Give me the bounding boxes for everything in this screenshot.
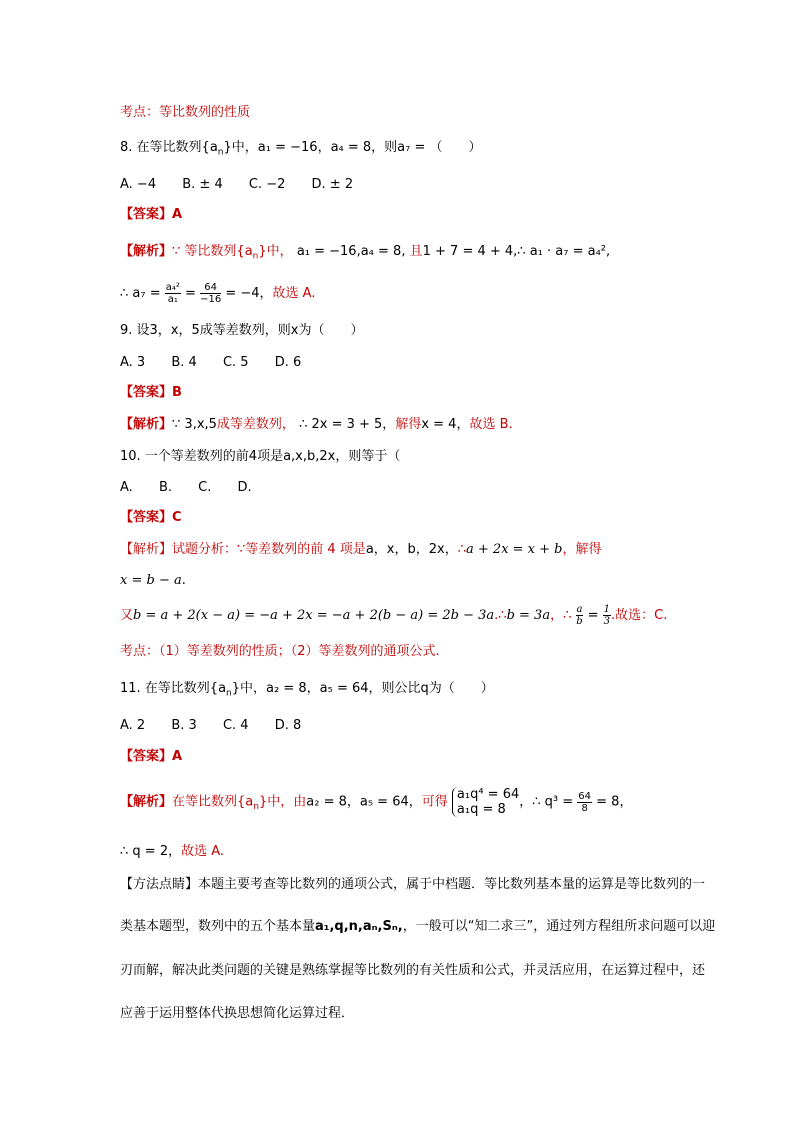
q10-line1-c: a，x，b，2x， <box>365 542 458 557</box>
q10-therefore: ∴ <box>457 542 467 557</box>
q8-jiexi-label: 【解析】 <box>120 244 173 259</box>
q10-line1-b: 等差数列的前 4 项是 <box>245 542 366 557</box>
q10-jiexi-line1 <box>120 541 602 559</box>
q8-frac1-num: a₄² <box>165 282 180 293</box>
fangfa-2c: ，一般可以“知二求三”，通过列方程组所求问题可以迎 <box>402 919 716 934</box>
q11-jiexi-c: a₂ = 8，a₅ = 64， <box>306 794 422 810</box>
q11-jiexi-f: = 8， <box>592 794 633 810</box>
q11-jiexi-line1 <box>120 787 632 817</box>
q10-line3-f: = <box>583 608 603 623</box>
q11-option-b: B. 3 <box>171 718 197 733</box>
q9-jiexi-c: ∴ 2x = 3 + 5， <box>299 417 396 432</box>
q9-option-b: B. 4 <box>171 355 197 370</box>
q10-option-d: D. <box>237 480 252 495</box>
q8-jiexi-1b: }中， <box>258 244 293 259</box>
fangfa-para-4: 应善于运用整体代换思想简化运算过程． <box>120 1006 355 1021</box>
q10-option-c: C. <box>198 480 212 495</box>
q9-jiexi <box>120 416 513 434</box>
q9-answer: 【答案】B <box>120 385 182 400</box>
kaodian-geometric-property: 考点：等比数列的性质 <box>120 105 251 120</box>
q11-line2-a: ∴ q = 2， <box>120 844 182 859</box>
q10-jiexi-label: 【解析】试题分析： <box>120 542 238 557</box>
q10-frac-1: 1 <box>603 604 611 615</box>
q8-stem-seq-end: }中， <box>223 140 258 155</box>
q8-frac2-num: 64 <box>200 282 221 294</box>
q8-options <box>120 176 375 194</box>
q10-line3-d: b = 3a <box>506 608 551 623</box>
fangfa-2b: a₁,q,n,aₙ,Sₙ, <box>315 919 403 934</box>
q11-option-c: C. 4 <box>222 718 249 733</box>
q10-line3-g: .故选：C. <box>611 608 668 623</box>
q11-answer: 【答案】A <box>120 749 183 764</box>
q10-jiexi-line2 <box>120 572 186 590</box>
q10-kaodian: 考点：（1）等差数列的性质；（2）等差数列的通项公式. <box>120 644 440 659</box>
fangfa-2a: 类基本题型，数列中的五个基本量 <box>120 919 316 934</box>
q10-line3-e: ，∴ <box>550 608 572 623</box>
q9-jiexi-d: 解得 <box>395 417 422 432</box>
q8-option-c: C. −2 <box>248 177 286 192</box>
q11-jiexi-label: 【解析】 <box>120 794 173 810</box>
q8-eq: = <box>180 286 201 301</box>
q8-stem <box>120 139 482 162</box>
q8-jiexi-line1 <box>120 243 610 266</box>
q8-jiexi-math2: 1 + 7 = 4 + 4,∴ a₁ · a₇ = a₄², <box>422 244 611 259</box>
q8-answer: 【答案】A <box>120 207 183 222</box>
q9-option-c: C. 5 <box>222 355 249 370</box>
fangfa-para-1: 【方法点睛】本题主要考查等比数列的通项公式，属于中档题．等比数列基本量的运算是等比数列的一 <box>120 877 706 892</box>
q11-jiexi-d: 可得 <box>421 794 448 810</box>
q8-jiexi-2pre: ∴ a₇ = <box>120 286 165 301</box>
q11-jiexi-e: ，∴ q³ = <box>519 794 578 810</box>
q8-option-a: A. −4 <box>120 177 157 192</box>
q10-options <box>120 479 274 497</box>
q11-sys-eq1: a₁q⁴ = 64 <box>456 787 520 802</box>
q10-line2-end: . <box>181 573 186 588</box>
q11-option-a: A. 2 <box>120 718 146 733</box>
q9-jiexi-label: 【解析】 <box>120 417 173 432</box>
q9-stem: 9. 设3，x，5成等差数列，则x为（ ） <box>120 323 364 338</box>
q10-frac-a: a <box>576 604 583 615</box>
q8-jiexi-sub: n <box>252 251 259 262</box>
q11-options <box>120 717 323 735</box>
fangfa-para-2 <box>120 918 715 936</box>
q8-stem-prefix: 8. 在等比数列 <box>120 140 202 155</box>
q10-fraction-13 <box>603 604 611 627</box>
q8-jiexi-2post: = −4， <box>221 286 273 301</box>
q8-jiexi-1a: ∵ 等比数列{a <box>172 244 253 259</box>
q11-frac-den: 8 <box>581 802 588 814</box>
q9-jiexi-a: ∵ 3,x,5 <box>172 417 217 432</box>
q10-line1-f: ，解得 <box>562 542 602 557</box>
q10-line1-e: a + 2x = x + b <box>466 542 563 557</box>
q8-stem-sub: n <box>217 147 224 158</box>
q8-option-d: D. ± 2 <box>311 177 354 192</box>
q11-sys-eq2: a₁q = 8 <box>456 802 506 817</box>
q8-jiexi-1c: 且 <box>409 244 423 259</box>
q10-line3-b: b = a + 2(x − a) = −a + 2x = −a + 2(b − a) = 2b − 3a <box>133 608 495 623</box>
q11-fraction <box>577 791 592 814</box>
q10-option-b: B. <box>158 480 172 495</box>
q9-jiexi-b: 成等差数列， <box>216 417 295 432</box>
q10-line3-c: .∴ <box>494 608 507 623</box>
q8-jiexi-2end: 故选 A. <box>272 286 316 301</box>
q8-frac2-den: −16 <box>200 294 222 305</box>
q11-jiexi-sub: n <box>253 802 259 813</box>
q10-stem: 10. 一个等差数列的前4项是a,x,b,2x，则等于（ <box>120 449 401 464</box>
q8-jiexi-math1: a₁ = −16,a₄ = 8, <box>296 244 406 259</box>
q10-answer: 【答案】C <box>120 510 182 525</box>
q8-option-b: B. ± 4 <box>182 177 223 192</box>
q8-fraction-1 <box>165 282 181 305</box>
q10-because: ∵ <box>237 542 246 557</box>
q10-jiexi-line3 <box>120 604 667 627</box>
q9-jiexi-e: x = 4， <box>421 417 470 432</box>
q11-stem-a: 11. 在等比数列{a <box>120 681 227 696</box>
q11-equation-system <box>452 787 519 817</box>
q8-stem-rest: a₁ = −16，a₄ = 8，则a₇ = （ ） <box>257 140 482 155</box>
q9-option-a: A. 3 <box>120 355 146 370</box>
q10-option-a: A. <box>120 480 133 495</box>
q10-line2-math: x = b − a <box>120 573 182 588</box>
q11-line2-b: 故选 A. <box>181 844 225 859</box>
q11-stem-sub: n <box>226 688 232 699</box>
q8-stem-seq: {a <box>201 140 218 155</box>
q10-line3-a: 又 <box>120 608 134 623</box>
q11-jiexi-line2 <box>120 843 224 861</box>
q10-frac-b: b <box>576 616 583 627</box>
q8-frac1-den: a₁ <box>167 294 178 305</box>
q9-jiexi-f: 故选 B. <box>469 417 513 432</box>
fangfa-para-3: 刃而解，解决此类问题的关键是熟练掌握等比数列的有关性质和公式，并灵活应用，在运算过程中，还 <box>120 963 706 978</box>
q9-options <box>120 354 323 372</box>
q11-jiexi-b: }中，由 <box>258 794 307 810</box>
q11-option-d: D. 8 <box>274 718 302 733</box>
q9-option-d: D. 6 <box>274 355 302 370</box>
q10-frac-3: 3 <box>603 616 611 627</box>
q8-fraction-2 <box>200 282 221 305</box>
q11-stem <box>120 680 494 703</box>
q11-stem-b: }中，a₂ = 8，a₅ = 64，则公比q为（ ） <box>231 681 494 696</box>
q11-jiexi-a: 在等比数列{a <box>172 794 254 810</box>
q11-frac-num: 64 <box>578 790 592 802</box>
q8-jiexi-line2 <box>120 282 315 305</box>
